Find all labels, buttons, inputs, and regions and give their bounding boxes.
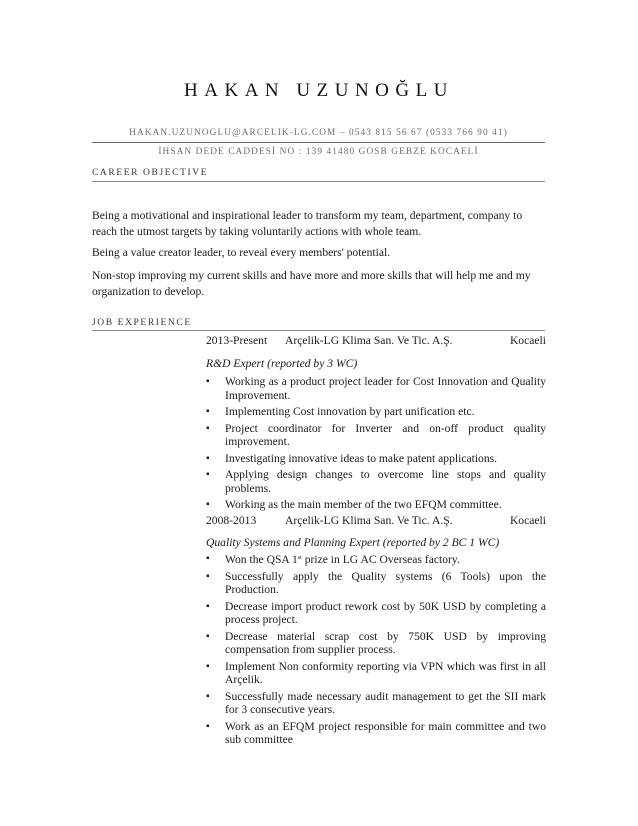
list-item: ▪ Decrease import product rework cost by 50K USD by completing a process project. xyxy=(206,600,546,627)
job-dates: 2013-Present xyxy=(206,334,268,347)
list-item: ▪ Work as an EFQM project responsible for main committee and two sub committee xyxy=(206,720,546,747)
list-item: ▪ Implement Non conformity reporting via VPN which was first in all Arçelik. xyxy=(206,660,546,687)
list-item: ▪ Investigating innovative ideas to make patent applications. xyxy=(206,452,546,466)
job-bullets xyxy=(206,552,546,750)
job-company: Arçelik-LG Klima San. Ve Tic. A.Ş. xyxy=(285,334,453,347)
list-item: ▪ Working as the main member of the two EFQM committee. xyxy=(206,498,546,512)
job-bullets xyxy=(206,375,546,515)
list-item xyxy=(206,552,546,567)
bullet-text: Won the QSA 1 xyxy=(225,553,298,566)
applicant-name: HAKAN UZUNOĞLU xyxy=(184,80,454,101)
career-paragraph: Non-stop improving my current skills and have more and more skills that will help me and my organization to develop. xyxy=(92,269,531,298)
list-item: ▪ Decrease material scrap cost by 750K USD by improving compensation from supplier process. xyxy=(206,630,546,657)
bullet-text: prize in LG AC Overseas factory. xyxy=(301,553,460,566)
list-item: ▪ Implementing Cost innovation by part unification etc. xyxy=(206,405,546,419)
list-item: ▪ Applying design changes to overcome line stops and quality problems. xyxy=(206,468,546,495)
job-company: Arçelik-LG Klima San. Ve Tic. A.Ş. xyxy=(285,514,453,527)
list-item: ▪ Successfully apply the Quality systems (6 Tools) upon the Production. xyxy=(206,570,546,597)
job-location: Kocaeli xyxy=(509,334,546,347)
job-role: R&D Expert (reported by 3 WC) xyxy=(206,357,358,370)
job-dates: 2008-2013 xyxy=(206,514,257,527)
list-item: ▪ Project coordinator for Inverter and on-off product quality improvement. xyxy=(206,422,546,449)
career-objective-divider xyxy=(92,181,545,182)
list-item: ▪ Working as a product project leader for Cost Innovation and Quality Improvement. xyxy=(206,375,546,402)
contact-divider xyxy=(92,142,545,143)
career-paragraph: Being a motivational and inspirational leader to transform my team, department, company to reach the utmost targets by taking voluntarily actions with whole team. xyxy=(92,209,523,238)
job-location: Kocaeli xyxy=(509,514,546,527)
job-experience-heading: JOB EXPERIENCE xyxy=(92,318,192,328)
career-objective-heading: CAREER OBJECTIVE xyxy=(92,168,209,178)
job-header xyxy=(206,334,546,350)
job-experience-divider xyxy=(92,330,545,331)
career-paragraph: Being a value creator leader, to reveal every members' potential. xyxy=(92,246,391,259)
list-item: ▪ Successfully made necessary audit management to get the SII mark for 3 consecutive years. xyxy=(206,690,546,717)
ordinal-suffix: st xyxy=(297,555,302,561)
job-role: Quality Systems and Planning Expert (reported by 2 BC 1 WC) xyxy=(206,536,500,549)
contact-line: HAKAN.UZUNOGLU@ARCELIK-LG.COM – 0543 815 56 67 (0533 766 90 41) xyxy=(129,128,508,138)
address-line: İHSAN DEDE CADDESİ NO : 139 41480 GOSB GEBZE KOCAELİ xyxy=(158,147,479,157)
job-header xyxy=(206,514,546,530)
